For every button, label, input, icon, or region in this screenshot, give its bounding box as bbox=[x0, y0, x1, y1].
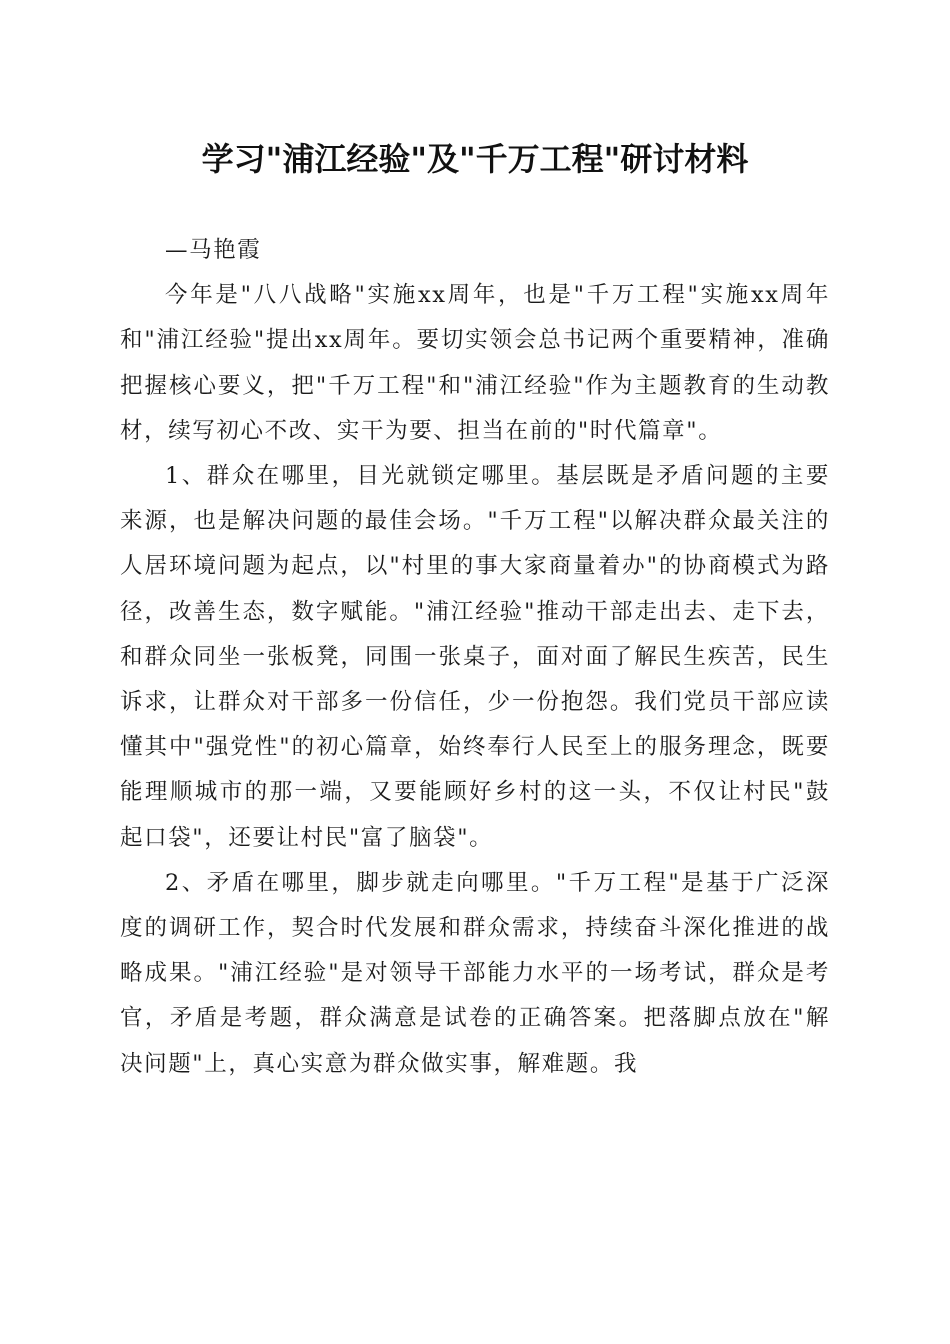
paragraph-intro: 今年是"八八战略"实施xx周年，也是"千万工程"实施xx周年和"浦江经验"提出xx周年。要切实领会总书记两个重要精神，准确把握核心要义，把"千万工程"和"浦江经验"作为主题教育的生动教材，续写初心不改、实干为要、担当在前的"时代篇章"。 bbox=[120, 282, 830, 444]
paragraph-point-1: 1、群众在哪里，目光就锁定哪里。基层既是矛盾问题的主要来源，也是解决问题的最佳会场。"千万工程"以解决群众最关注的人居环境问题为起点，以"村里的事大家商量着办"的协商模式为路径，改善生态，数字赋能。"浦江经验"推动干部走出去、走下去，和群众同坐一张板凳，同围一张桌子，面对面了解民生疾苦，民生诉求，让群众对干部多一份信任，少一份抱怨。我们党员干部应读懂其中"强党性"的初心篇章，始终奉行人民至上的服务理念，既要能理顺城市的那一端，又要能顾好乡村的这一头，不仅让村民"鼓起口袋"，还要让村民"富了脑袋"。 bbox=[120, 463, 830, 851]
document-title: 学习"浦江经验"及"千万工程"研讨材料 bbox=[201, 140, 749, 178]
author-line: —马艳霞 bbox=[165, 237, 262, 263]
document-body bbox=[120, 228, 830, 1087]
paragraph-point-2: 2、矛盾在哪里，脚步就走向哪里。"千万工程"是基于广泛深度的调研工作，契合时代发展和群众需求，持续奋斗深化推进的战略成果。"浦江经验"是对领导干部能力水平的一场考试，群众是考官，矛盾是考题，群众满意是试卷的正确答案。把落脚点放在"解决问题"上，真心实意为群众做实事，解难题。我 bbox=[120, 869, 830, 1077]
